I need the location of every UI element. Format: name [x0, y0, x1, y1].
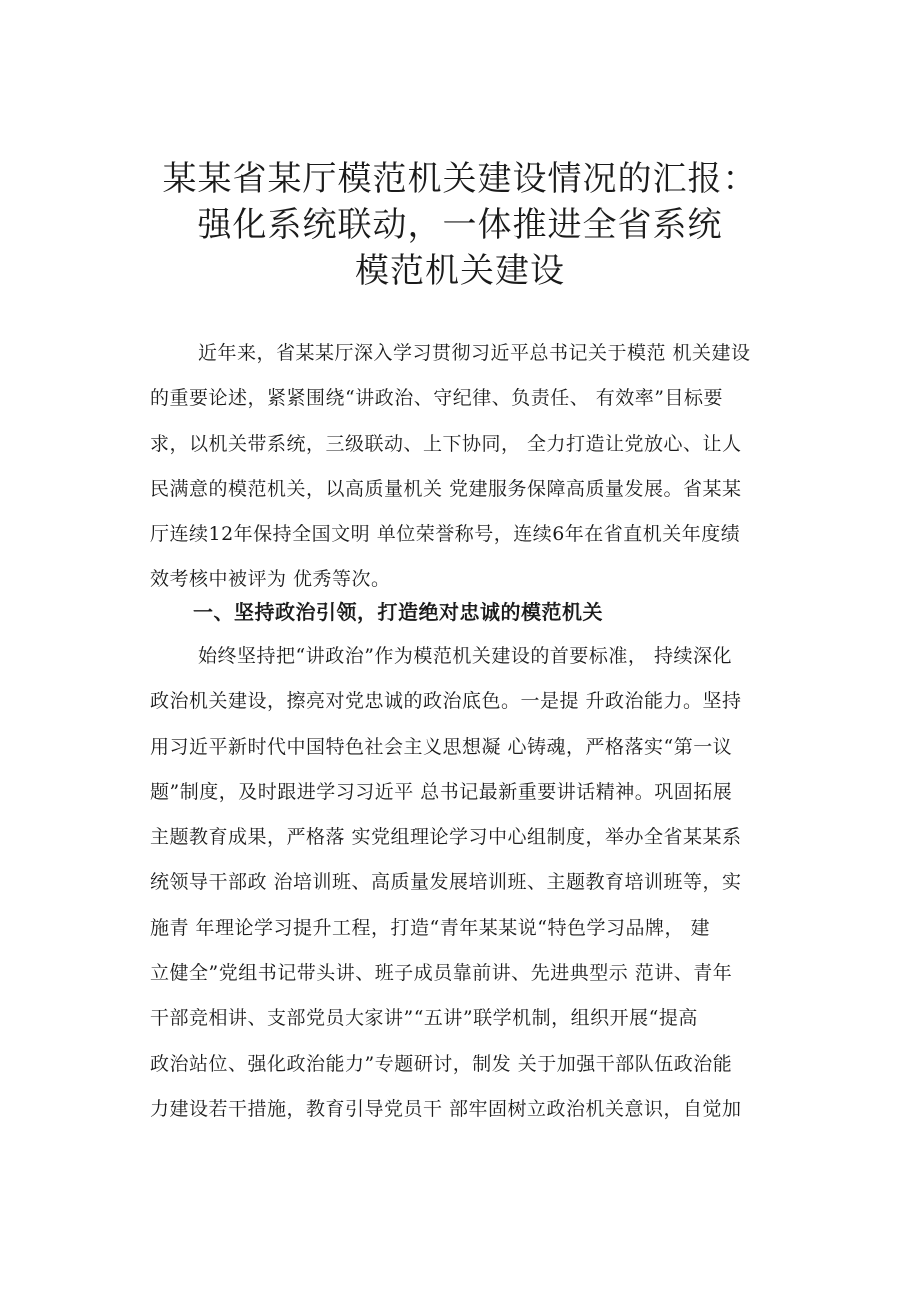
paragraph-line: 始终坚持把“讲政治”作为模范机关建设的首要标准， 持续深化	[198, 645, 732, 667]
intro-paragraph	[150, 331, 810, 603]
paragraph-line: 施青 年理论学习提升工程，打造“青年某某说“特色学习品牌， 建	[150, 916, 711, 939]
paragraph-line: 近年来，省某某厅深入学习贯彻习近平总书记关于模范 机关建设	[198, 342, 751, 364]
paragraph-line: 立健全”党组书记带头讲、班子成员靠前讲、先进典型示 范讲、青年	[150, 962, 733, 985]
document-title	[0, 156, 920, 294]
paragraph-line: 政治站位、强化政治能力”专题研讨，制发 关于加强干部队伍政治能	[150, 1052, 733, 1075]
paragraph-line: 效考核中被评为 优秀等次。	[150, 568, 391, 591]
paragraph-line: 题”制度，及时跟进学习习近平 总书记最新重要讲话精神。巩固拓展	[150, 780, 733, 803]
section-heading: 一、坚持政治引领，打造绝对忠诚的模范机关	[193, 600, 603, 624]
title-line-3: 模范机关建设	[355, 251, 565, 291]
paragraph-line: 统领导干部政 治培训班、高质量发展培训班、主题教育培训班等，实	[150, 871, 742, 894]
paragraph-line: 用习近平新时代中国特色社会主义思想凝 心铸魂，严格落实“第一议	[150, 735, 733, 758]
paragraph-line: 求，以机关带系统，三级联动、上下协同， 全力打造让党放心、让人	[150, 432, 742, 455]
paragraph-line: 力建设若干措施，教育引导党员干 部牢固树立政治机关意识，自觉加	[150, 1097, 742, 1120]
section-paragraph	[150, 634, 810, 1132]
paragraph-line: 政治机关建设，擦亮对党忠诚的政治底色。一是提 升政治能力。坚持	[150, 690, 742, 713]
paragraph-line: 干部竞相讲、支部党员大家讲”“五讲”联学机制，组织开展“提高	[150, 1007, 698, 1030]
paragraph-line: 民满意的模范机关，以高质量机关 党建服务保障高质量发展。省某某	[150, 477, 742, 500]
title-line-1: 某某省某厅模范机关建设情况的汇报：	[162, 159, 758, 199]
paragraph-line: 主题教育成果，严格落 实党组理论学习中心组制度，举办全省某某系	[150, 826, 742, 849]
paragraph-line: 的重要论述，紧紧围绕“讲政治、守纪律、负责任、 有效率”目标要	[150, 387, 723, 410]
paragraph-line: 厅连续12年保持全国文明 单位荣誉称号，连续6年在省直机关年度绩	[150, 523, 741, 546]
title-line-2: 强化系统联动，一体推进全省系统	[197, 205, 723, 245]
